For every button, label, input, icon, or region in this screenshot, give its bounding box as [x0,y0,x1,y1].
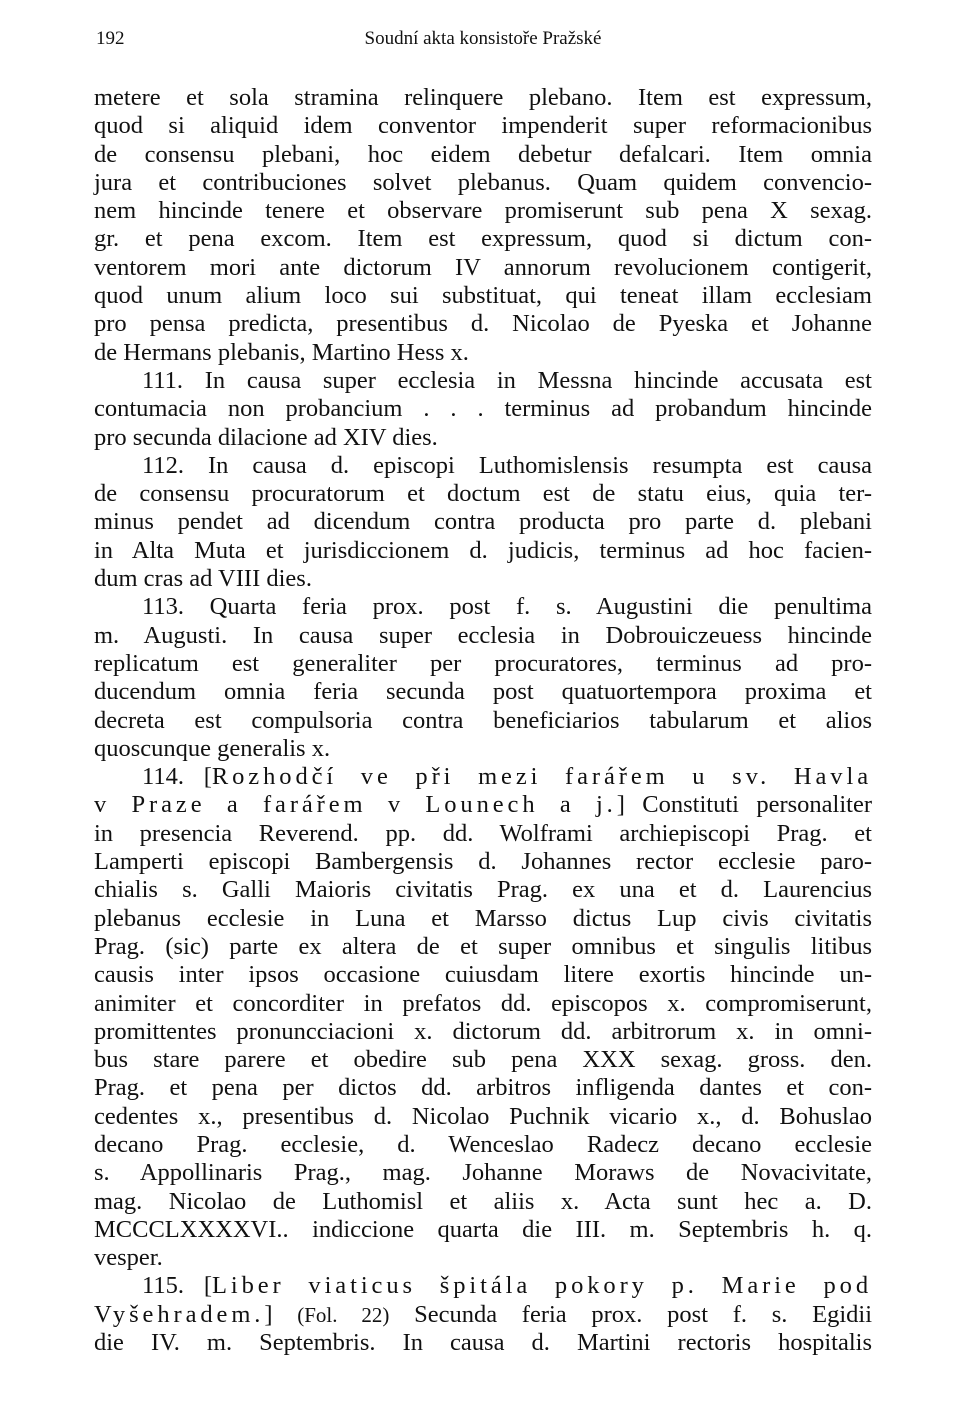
text-line [94,1244,872,1272]
text-line [94,1159,872,1187]
line-text: ducendum omnia feria secunda post quatuortempora proxima et [94,678,872,706]
line-text: s. Appollinaris Prag., mag. Johanne Moraws de Novacivitate, [94,1159,872,1187]
line-text: causis inter ipsos occasione cuiusdam litere exortis hincinde un- [94,961,872,989]
text-line [94,84,872,112]
line-text: plebanus ecclesie in Luna et Marsso dictus Lup civis civitatis [94,904,872,932]
text-line [94,1131,872,1159]
line-text: pro secunda dilacione ad XIV dies. [94,423,438,451]
line-text: quoscunque generalis x. [94,734,331,762]
text-line [94,565,872,593]
line-text: 111. In causa super ecclesia in Messna hincinde accusata est [142,366,872,394]
page-header [96,28,870,58]
text-line [94,1301,872,1329]
text-line [94,1188,872,1216]
text-line [94,1074,872,1102]
line-text: quod si aliquid idem conventor impenderit super reformacionibus [94,112,872,140]
text-line [94,480,872,508]
text-line [94,961,872,989]
line-text: replicatum est generaliter per procuratores, terminus ad pro- [94,649,872,677]
text-line [94,990,872,1018]
text-line [94,707,872,735]
line-text: 112. In causa d. episcopi Luthomislensis resumpta est causa [142,451,872,479]
spaced-heading: Vyšehradem. [94,1300,265,1328]
line-text: chialis s. Galli Maioris civitatis Prag. ex una et d. Laurencius [94,876,872,904]
line-text: jura et contribuciones solvet plebanus. Quam quidem convencio- [94,168,872,196]
line-text: in presencia Reverend. pp. dd. Wolframi archiepiscopi Prag. et [94,819,872,847]
text-line [94,735,872,763]
spaced-heading: Rozhodčí ve při mezi farářem u sv. Havla [211,763,872,791]
line-text: ] [264,1300,298,1328]
line-text: vesper. [94,1244,163,1272]
line-text: de Hermans plebanis, Martino Hess x. [94,338,469,366]
text-line [94,1329,872,1357]
line-text: MCCCLXXXXVI.. indiccione quarta die III. m. Septembris h. q. [94,1215,872,1243]
text-line [94,678,872,706]
line-text: die IV. m. Septembris. In causa d. Martini rectoris hospitalis [94,1329,872,1357]
line-text: Prag. et pena per dictos dd. arbitros infligenda dantes et con- [94,1074,872,1102]
text-line [94,508,872,536]
text-line [94,650,872,678]
running-title: Soudní akta konsistoře Pražské [364,28,602,49]
line-text: m. Augusti. In causa super ecclesia in Dobrouiczeuess hincinde [94,621,872,649]
text-line [94,452,872,480]
text-line [94,876,872,904]
line-text: in Alta Muta et jurisdiccionem d. judicis, terminus ad hoc facien- [94,536,872,564]
line-text: Secunda feria prox. post f. s. Egidii [389,1300,873,1328]
text-line [94,593,872,621]
line-text: cedentes x., presentibus d. Nicolao Puchnik vicario x., d. Bohuslao [94,1102,872,1130]
spaced-heading: Liber viaticus špitála pokory p. Marie pod [211,1272,872,1300]
line-text: mag. Nicolao de Luthomisl et aliis x. Acta sunt hec a. D. [94,1187,872,1215]
line-text: minus pendet ad dicendum contra producta pro parte d. plebani [94,508,872,536]
line-text: nem hincinde tenere et observare promiserunt sub pena X sexag. [94,197,872,225]
line-text: decreta est compulsoria contra beneficiarios tabularum et alios [94,706,872,734]
line-text: pro pensa predicta, presentibus d. Nicolao de Pyeska et Johanne [94,310,872,338]
line-text: de consensu plebani, hoc eidem debetur defalcari. Item omnia [94,140,872,168]
text-line [94,791,872,819]
text-line [94,1216,872,1244]
text-line [94,254,872,282]
text-line [94,197,872,225]
text-line [94,225,872,253]
text-line [94,848,872,876]
line-text: metere et sola stramina relinquere plebano. Item est expressum, [94,84,872,111]
folio-reference: (Fol. 22) [297,1302,390,1327]
body-text [94,84,872,1357]
line-text: dum cras ad VIII dies. [94,565,312,593]
text-line [94,933,872,961]
line-text: bus stare parere et obedire sub pena XXX sexag. gross. den. [94,1046,872,1074]
line-text: Prag. (sic) parte ex altera de et super omnibus et singulis litibus [94,932,872,960]
line-text: promittentes pronuncciacioni x. dictorum dd. arbitrorum x. in omni- [94,1017,872,1045]
text-line [94,537,872,565]
text-line [94,339,872,367]
text-line [94,367,872,395]
line-text: 114. [ [142,763,212,791]
line-text: Lamperti episcopi Bambergensis d. Johannes rector ecclesie paro- [94,848,872,876]
line-text: de consensu procuratorum et doctum est de statu eius, quia ter- [94,480,872,508]
line-text: ] Constituti personaliter [616,791,872,819]
line-text: gr. et pena excom. Item est expressum, quod si dictum con- [94,225,872,253]
text-line [94,1272,872,1300]
text-line [94,310,872,338]
text-line [94,395,872,423]
line-text: 113. Quarta feria prox. post f. s. Augustini die penultima [142,593,872,621]
line-text: decano Prag. ecclesie, d. Wenceslao Radecz decano ecclesie [94,1130,872,1158]
text-line [94,622,872,650]
text-line [94,424,872,452]
line-text: animiter et concorditer in prefatos dd. episcopos x. compromiserunt, [94,989,872,1017]
text-line [94,169,872,197]
text-line [94,1018,872,1046]
text-line [94,282,872,310]
line-text: 115. [ [142,1272,212,1300]
text-line [94,1046,872,1074]
page-number: 192 [96,28,125,49]
text-line [94,763,872,791]
text-line [94,141,872,169]
text-line [94,1103,872,1131]
spaced-heading: v Praze a farářem v Lounech a j. [94,791,617,819]
line-text: ventorem mori ante dictorum IV annorum revolucionem contigerit, [94,253,872,281]
line-text: quod unum alium loco sui substituat, qui teneat illam ecclesiam [94,282,872,310]
text-line [94,820,872,848]
text-line [94,112,872,140]
line-text: contumacia non probancium . . . terminus ad probandum hincinde [94,395,872,423]
text-line [94,905,872,933]
